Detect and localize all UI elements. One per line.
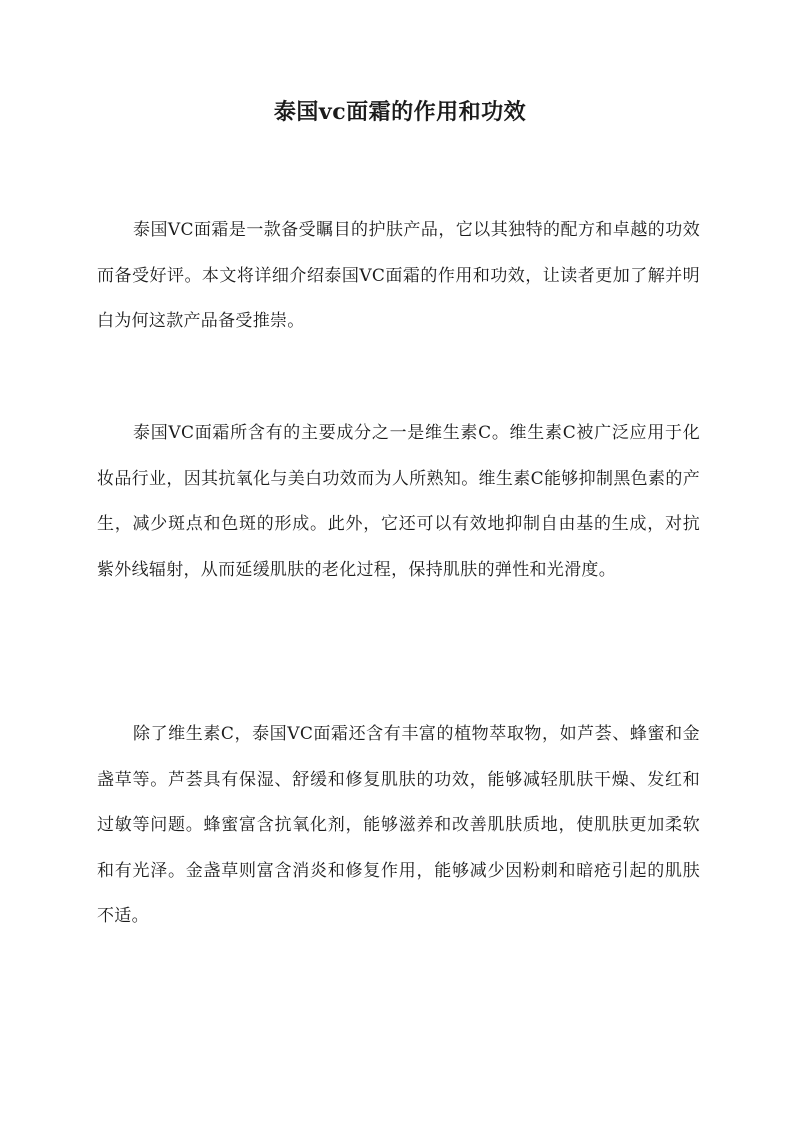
- paragraph-intro: 泰国VC面霜是一款备受瞩目的护肤产品，它以其独特的配方和卓越的功效而备受好评。本文将详细介绍泰国VC面霜的作用和功效，让读者更加了解并明白为何这款产品备受推崇。: [97, 220, 700, 331]
- paragraph-vitamin-c: 泰国VC面霜所含有的主要成分之一是维生素C。维生素C被广泛应用于化妆品行业，因其抗氧化与美白功效而为人所熟知。维生素C能够抑制黑色素的产生，减少斑点和色斑的形成。此外，它还可以有效地抑制自由基的生成，对抗紫外线辐射，从而延缓肌肤的老化过程，保持肌肤的弹性和光滑度。: [97, 423, 700, 580]
- paragraph-plant-extracts: 除了维生素C，泰国VC面霜还含有丰富的植物萃取物，如芦荟、蜂蜜和金盏草等。芦荟具有保湿、舒缓和修复肌肤的功效，能够减轻肌肤干燥、发红和过敏等问题。蜂蜜富含抗氧化剂，能够滋养和改善肌肤质地，使肌肤更加柔软和有光泽。金盏草则富含消炎和修复作用，能够减少因粉刺和暗疮引起的肌肤不适。: [97, 724, 700, 926]
- document-title: 泰国vc面霜的作用和功效: [273, 99, 527, 125]
